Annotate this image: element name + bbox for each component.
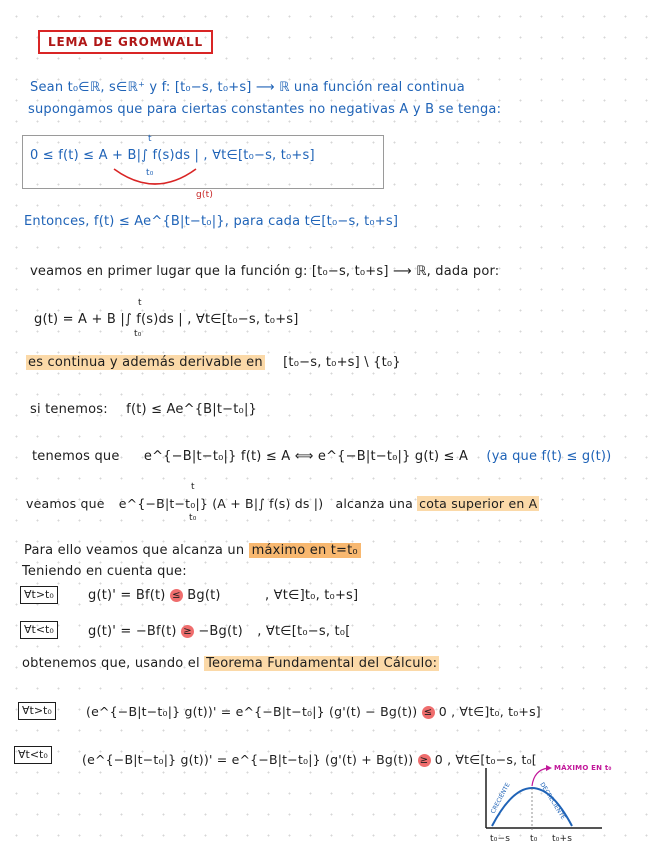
g-definition: g(t) = A + B |∫ f(s)ds | , ∀t∈[t₀−s, t₀+s]	[34, 312, 299, 327]
maximo-highlight: máximo en t=t₀	[249, 543, 361, 558]
alcanza-text: veamos que	[26, 496, 105, 511]
g-int-upper: t	[138, 298, 142, 308]
case-tag-less: ∀t<t₀	[20, 621, 58, 639]
sketch-up-label: CRECIENTE	[489, 781, 512, 815]
see-line: veamos en primer lugar que la función g: [t₀−s, t₀+s] ⟶ ℝ, dada por:	[30, 264, 500, 279]
case-formula-less: g(t)' = −Bf(t)	[88, 624, 177, 639]
ya-que-text: (ya que f(t) ≤ g(t))	[486, 449, 612, 464]
g-underbrace	[110, 165, 200, 195]
alcanza-formula: e^{−B|t−t₀|} (A + B|∫ f(s) ds |)	[118, 496, 324, 511]
alcanza-mid: alcanza una	[335, 496, 413, 511]
sketch-tick-left: t₀−s	[490, 834, 511, 844]
case-tag-greater: ∀t>t₀	[20, 586, 58, 604]
sign-dot-ge-1: ≥	[181, 625, 194, 638]
deriv-lhs-greater: (e^{−B|t−t₀|} g(t))' = e^{−B|t−t₀|} (g'(t) − Bg(t))	[86, 704, 418, 719]
deriv-tail-less: 0 , ∀t∈[t₀−s, t₀[	[434, 752, 537, 767]
si-text: si tenemos:	[30, 402, 108, 417]
intro-line-2: supongamos que para ciertas constantes no negativas A y B se tenga:	[28, 102, 502, 117]
case-domain-less: , ∀t∈[t₀−s, t₀[	[257, 624, 351, 639]
deriv-tag-less: ∀t<t₀	[14, 746, 52, 764]
sketch-tick-mid: t₀	[530, 834, 538, 844]
page-title: LEMA DE GROMWALL	[38, 30, 213, 54]
sketch-max-label: MÁXIMO EN t₀	[554, 764, 612, 772]
para-ello-text: Para ello veamos que alcanza un	[24, 543, 245, 558]
tenemos-formula: e^{−B|t−t₀|} f(t) ≤ A ⟺ e^{−B|t−t₀|} g(t) ≤ A	[143, 449, 469, 464]
sign-dot-le-2: ≤	[422, 706, 435, 719]
alcanza-int-lower: t₀	[189, 513, 197, 523]
deriv-tag-greater: ∀t>t₀	[18, 702, 56, 720]
continuous-domain: [t₀−s, t₀+s] \ {t₀}	[283, 355, 401, 370]
sketch-down-label: DECRECIENTE	[538, 781, 567, 821]
g-label: g(t)	[196, 190, 214, 200]
obtenemos-text: obtenemos que, usando el	[22, 656, 200, 671]
hypothesis-int-lower: t₀	[146, 168, 154, 178]
sketch-tick-right: t₀+s	[552, 834, 573, 844]
alcanza-int-upper: t	[191, 482, 195, 492]
sign-dot-le-1: ≤	[170, 589, 183, 602]
si-formula: f(t) ≤ Ae^{B|t−t₀|}	[126, 402, 258, 417]
hypothesis-int-upper: t	[148, 134, 152, 144]
case-domain-greater: , ∀t∈]t₀, t₀+s]	[265, 588, 359, 603]
cota-highlight: cota superior en A	[419, 496, 538, 511]
intro-line-1: Sean t₀∈ℝ, s∈ℝ⁺ y f: [t₀−s, t₀+s] ⟶ ℝ una función real continua	[30, 80, 465, 95]
case-rhs-less: −Bg(t)	[198, 624, 243, 639]
teniendo-text: Teniendo en cuenta que:	[22, 564, 187, 579]
continuous-text: es continua y además derivable en	[28, 355, 263, 370]
deriv-tail-greater: 0 , ∀t∈]t₀, t₀+s]	[438, 704, 541, 719]
conclusion: Entonces, f(t) ≤ Ae^{B|t−t₀|}, para cada t∈[t₀−s, t₀+s]	[24, 214, 399, 229]
tenemos-text: tenemos que	[32, 449, 120, 464]
sign-dot-ge-2: ≥	[418, 754, 431, 767]
case-formula-greater: g(t)' = Bf(t)	[88, 588, 166, 603]
hypothesis-formula: 0 ≤ f(t) ≤ A + B|∫ f(s)ds | , ∀t∈[t₀−s, t₀+s]	[30, 148, 315, 163]
case-rhs-greater: Bg(t)	[187, 588, 221, 603]
g-int-lower: t₀	[134, 329, 142, 339]
tfc-highlight: Teorema Fundamental del Cálculo:	[206, 656, 438, 671]
deriv-lhs-less: (e^{−B|t−t₀|} g(t))' = e^{−B|t−t₀|} (g'(t) + Bg(t))	[82, 752, 414, 767]
